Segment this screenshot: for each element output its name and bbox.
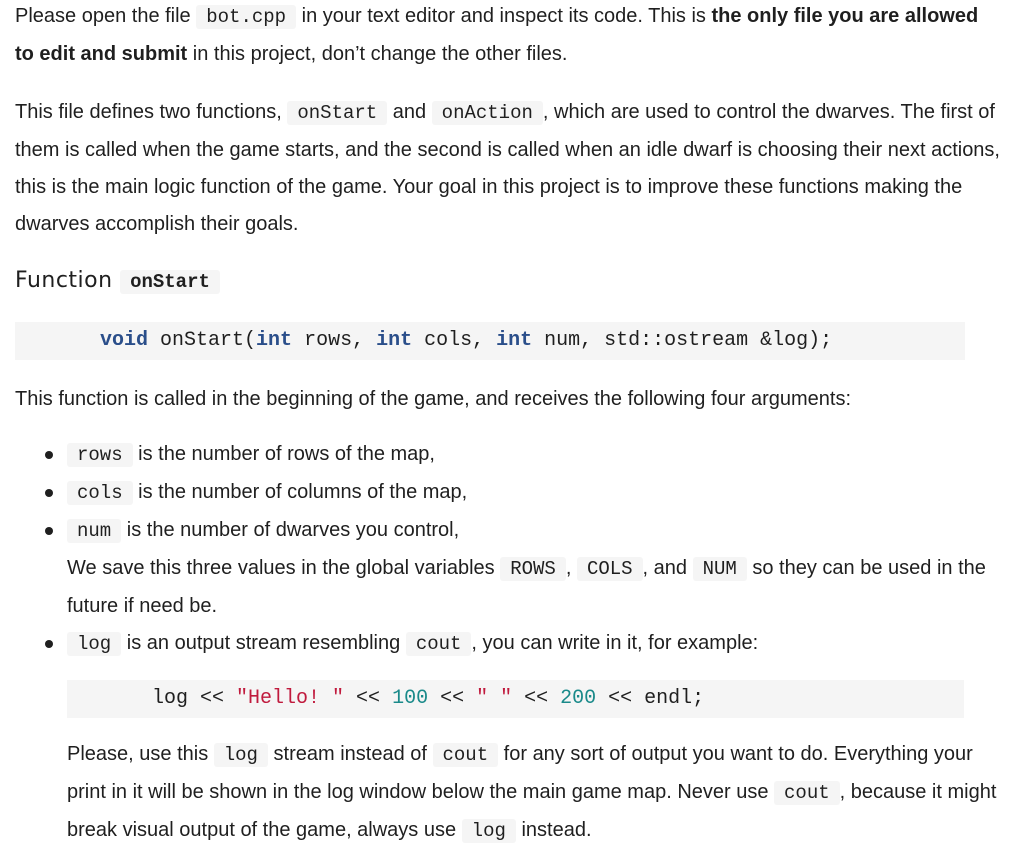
text: in this project, don’t change the other files. — [187, 43, 568, 65]
code-cols-global: COLS — [577, 557, 643, 581]
number-literal: 100 — [392, 687, 429, 710]
log-usage-paragraph — [15, 736, 1000, 850]
code-text: << endl; — [596, 687, 705, 710]
code-cout: cout — [774, 781, 840, 805]
heading-code: onStart — [120, 270, 220, 294]
code-text: log << — [152, 687, 237, 710]
code-rows-global: ROWS — [500, 557, 566, 581]
global-variables-note — [15, 550, 1000, 625]
arguments-list-continued — [15, 625, 1000, 663]
text: in your text editor and inspect its code. This is — [296, 5, 712, 27]
code-num: num — [67, 519, 121, 543]
text: is the number of dwarves you control, — [121, 519, 460, 541]
text: , — [565, 557, 577, 579]
code-cout: cout — [433, 743, 499, 767]
list-item-cols — [15, 474, 1000, 512]
code-bot-cpp: bot.cpp — [196, 5, 296, 29]
code-text: onStart( — [148, 329, 257, 352]
code-log: log — [67, 632, 121, 656]
code-text: << — [344, 687, 393, 710]
code-cout: cout — [406, 632, 472, 656]
text: stream instead of — [267, 743, 433, 765]
code-num-global: NUM — [693, 557, 747, 581]
intro-paragraph — [15, 0, 1000, 73]
code-text: num, std::ostream &log); — [532, 329, 833, 352]
text: is an output stream resembling — [121, 632, 406, 654]
text: Please open the file — [15, 5, 197, 27]
text: is the number of rows of the map, — [132, 443, 435, 465]
text: , which are used to control the dwarves. The first of them is called when the game starts, and the second is called when an idle dwarf is choosing their next actions, this is the main logic function of the game. Your goal in this project is to improve these functions making the dwarves accomplish their goals. — [15, 101, 1000, 235]
code-text: << — [428, 687, 477, 710]
keyword: void — [100, 329, 149, 352]
bold-text: the only file you are allowed to edit and submit — [15, 5, 979, 65]
string-literal: "Hello! " — [236, 687, 345, 710]
section-heading — [15, 263, 1000, 300]
text: for any sort of output you want to do. Everything your print in it will be shown in the log window below the main game map. Never use — [67, 743, 973, 803]
document-body — [15, 0, 1000, 850]
text: instead. — [515, 819, 592, 841]
arguments-intro: This function is called in the beginning of the game, and receives the following four arguments: — [15, 388, 852, 410]
list-item-num — [15, 512, 1000, 550]
functions-paragraph — [15, 94, 1000, 243]
text: This file defines two functions, — [15, 101, 288, 123]
heading-text: Function — [15, 268, 121, 293]
code-text: rows, — [292, 329, 377, 352]
text: is the number of columns of the map, — [132, 481, 468, 503]
text: and — [387, 101, 432, 123]
code-log: log — [214, 743, 268, 767]
signature-code-block — [15, 322, 965, 360]
code-rows: rows — [67, 443, 133, 467]
text: , and — [642, 557, 693, 579]
keyword: int — [376, 329, 413, 352]
list-item-log — [15, 625, 1000, 663]
code-onaction: onAction — [432, 101, 543, 125]
code-text: cols, — [412, 329, 497, 352]
code-log: log — [462, 819, 516, 843]
number-literal: 200 — [560, 687, 597, 710]
text: We save this three values in the global variables — [67, 557, 501, 579]
text: , because it might break visual output of the game, always use — [67, 781, 997, 841]
arguments-list — [15, 436, 1000, 550]
text: so they can be used in the future if need be. — [67, 557, 986, 617]
code-text: << — [512, 687, 561, 710]
list-item-rows — [15, 436, 1000, 474]
keyword: int — [496, 329, 533, 352]
example-code-block — [67, 680, 964, 718]
code-cols: cols — [67, 481, 133, 505]
keyword: int — [256, 329, 293, 352]
code-onstart: onStart — [287, 101, 387, 125]
string-literal: " " — [476, 687, 513, 710]
text: , you can write in it, for example: — [471, 632, 759, 654]
text: Please, use this — [67, 743, 214, 765]
